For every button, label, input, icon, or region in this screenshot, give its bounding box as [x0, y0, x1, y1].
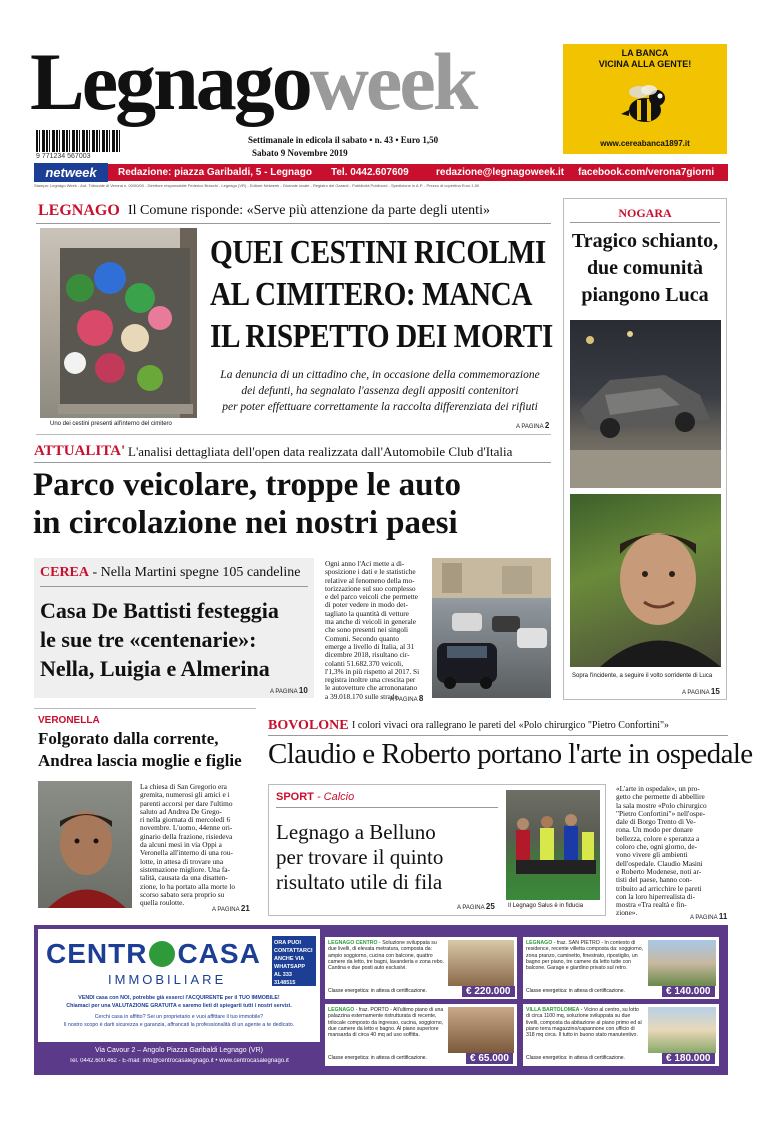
crash-photo [570, 320, 721, 488]
cerea-headline [40, 596, 315, 683]
body-line: vono vivere gli ambienti [616, 850, 688, 860]
cerea-headline-line: Nella, Luigia e Almerina [40, 656, 270, 681]
body-line: zione». [616, 908, 638, 918]
body-line: quella roulotte. [140, 898, 185, 908]
andrea-portrait [38, 781, 132, 908]
lead-headline-line: QUEI CESTINI RICOLMI [210, 234, 546, 271]
body-line: mostra «Tra realtà e fin- [616, 900, 687, 910]
sport-headline [276, 820, 501, 895]
listing-title: LEGNAGO CENTRO [328, 940, 378, 946]
body-line: di poter vedere in modo det- [325, 600, 408, 610]
body-line: getto che permette di abbellire [616, 792, 705, 802]
attualita-subhead: L'analisi dettagliata dell'open data realizzata dall'Automobile Club d'Italia [128, 444, 513, 459]
whatsapp-line: ANCHE VIA [274, 956, 305, 962]
logo-main: Legnago [30, 36, 310, 127]
lead-headline [210, 232, 553, 358]
barcode-number: 9 771234 567003 [36, 153, 91, 160]
veronella-headline-line: Andrea lascia moglie e figlie [38, 751, 242, 770]
luca-portrait [570, 494, 721, 667]
body-line: parenti accorsi per dare l'ultimo [140, 798, 233, 808]
listing-title: VILLA BARTOLOMEA [526, 1007, 580, 1013]
listing-photo [648, 1007, 716, 1053]
ad-brand-part1: CENTR [46, 938, 148, 969]
body-line: e Roberto Modenese, noti ar- [616, 866, 702, 876]
bovolone-headline: Claudio e Roberto portano l'arte in ospedale [268, 738, 753, 770]
cerea-kicker-line [40, 565, 301, 581]
page-number: 25 [485, 902, 495, 911]
page-number: 2 [544, 421, 550, 430]
football-photo [506, 790, 600, 900]
masthead-logo [30, 34, 550, 130]
bank-ad-line1: LA BANCA [621, 48, 669, 58]
body-line: dell'ospedale. Claudio Masini [616, 858, 703, 868]
page-number: 15 [710, 687, 720, 696]
body-line: torizzazione sul suo complesso [325, 583, 416, 593]
cerea-page-ref[interactable] [270, 686, 308, 695]
bovolone-rule [268, 735, 728, 736]
cerea-subhead: - Nella Martini spegne 105 candeline [89, 565, 301, 580]
standfirst-line: per poter effettuare correttamente la raccolta differenziata dei rifiuti [222, 401, 538, 413]
ad-contacts[interactable]: Tel. 0442.600.462 - E-mail: info@centrocasalegnago.it • www.centrocasalegnago.it [69, 1058, 289, 1064]
logo-accent: week [309, 36, 476, 127]
listing-text [328, 1007, 446, 1053]
lead-kicker: LEGNAGO [38, 202, 120, 219]
listing-desc: - Vicino al centro, su lotto di circa 1100 mq, soluzione sviluppata su due livelli, composta da abitazione al piano primo ed al piano terra magazzino/capannone con ufficio di 318 mq circa. Il tutto in buono stato manutentivo. [526, 1007, 642, 1039]
bovolone-body [616, 785, 728, 918]
veronella-page-ref[interactable] [212, 904, 250, 913]
contact-email[interactable]: redazione@legnagoweek.it [436, 167, 565, 178]
listing-photo [448, 940, 514, 986]
body-line: gremita, numerosi gli amici e i [140, 790, 230, 800]
sport-headline-line: per trovare il quinto [276, 845, 444, 869]
lead-photo [40, 228, 197, 418]
body-line: sposizione i dati e le statistiche [325, 567, 416, 577]
standfirst-line: La denuncia di un cittadino che, in occasione della commemorazione [220, 369, 540, 381]
page-label: A PAGINA [682, 690, 710, 696]
ad-address: Via Cavour 2 – Angolo Piazza Garibaldi Legnago (VR) [95, 1047, 263, 1054]
body-line: a 39.018.170 sulle strade. [325, 691, 400, 701]
portrait-icon [38, 781, 132, 908]
body-line: tagliato la quantità di vetture [325, 608, 409, 618]
veronella-body [140, 783, 252, 907]
attualita-rule [34, 462, 551, 463]
body-line: da alcuni mesi in via Oppi a [140, 840, 222, 850]
body-line: Ogni anno l'Aci mette a di- [325, 559, 405, 568]
listing-price: € 180.000 [662, 1053, 715, 1064]
body-line: rona. Un modo per donare [616, 825, 693, 835]
body-line: colanti 51.682.370 veicoli, [325, 658, 404, 668]
body-line: saluto ad Andrea De Grego- [140, 806, 222, 816]
listing-price: € 140.000 [662, 986, 715, 997]
bank-ad-line2: VICINA ALLA GENTE! [598, 59, 692, 69]
body-line: tisti del paese, hanno con- [616, 875, 692, 885]
ad-brand-sub: IMMOBILIARE [108, 972, 227, 987]
network-logo: netweek [34, 163, 108, 182]
page-label: A PAGINA [270, 689, 298, 695]
cars-icon [432, 558, 551, 698]
page-label: A PAGINA [690, 915, 718, 921]
bovolone-page-ref[interactable] [690, 912, 727, 921]
listing-price: € 220.000 [462, 986, 515, 997]
cerea-headline-line: le sue tre «centenarie»: [40, 627, 257, 652]
nogara-kicker: NOGARA [618, 206, 672, 220]
page-label: A PAGINA [516, 424, 544, 430]
ad-brand [46, 938, 261, 970]
nogara-page-ref[interactable] [682, 687, 720, 696]
body-line: relative al fenomeno della mo- [325, 575, 415, 585]
listing-energy: Classe energetica: in attesa di certificazione. [526, 988, 625, 994]
ad-copy [40, 994, 318, 1029]
lead-headline-line: AL CIMITERO: MANCA [210, 276, 533, 313]
bank-ad[interactable] [563, 44, 727, 154]
bovolone-kicker: BOVOLONE [268, 718, 349, 733]
listing-photo [648, 940, 716, 986]
body-line: bellezza, colore e speranza a [616, 833, 700, 843]
body-line: La chiesa di San Gregorio era [140, 782, 227, 791]
ad-whatsapp-box[interactable] [272, 936, 316, 986]
listing-energy: Classe energetica: in attesa di certificazione. [328, 988, 427, 994]
sport-kicker: SPORT [276, 791, 314, 803]
body-line: le autovetture che arrononatano [325, 683, 418, 693]
standfirst-line: dei defunti, ha segnalato l'assenza degli appositi contenitori [241, 385, 519, 397]
portrait-icon [570, 494, 721, 667]
body-line: zione, lo ha portato alla morte lo [140, 881, 236, 891]
cerea-rule [40, 586, 308, 587]
lead-standfirst [205, 367, 555, 415]
listing-desc: - Soluzione sviluppata su due livelli, di elevata metratura, composta da: ampio soggiorno, cucina con balcone, quattro camere da letto, tre bagni, lavanderia e zona rebo. Cantina e due posti auto esclusivi. [328, 940, 444, 972]
page-label: A PAGINA [212, 907, 240, 913]
sport-headline-line: risultato utile di fila [276, 870, 443, 894]
ad-copy-line: Chiamaci per una VALUTAZIONE GRATUITA e saremo lieti di spiegarti tutti i nostri servizi. [66, 1003, 292, 1009]
ad-copy-line: Cerchi casa in affitto? Sei un proprietario e vuoi affittare il tuo immobile? [94, 1014, 264, 1020]
flower-bin-icon [40, 228, 197, 418]
sport-rule [276, 807, 498, 808]
nogara-headline-line: Tragico schianto, [571, 230, 719, 252]
bovolone-subhead: I colori vivaci ora rallegrano le pareti del «Polo chirurgico "Pietro Confortini"» [352, 720, 670, 731]
ad-copy-line: VENDI casa con NOI, potrebbe già esserci l'ACQUIRENTE per il TUO IMMOBILE! [78, 995, 280, 1001]
cerea-headline-line: Casa De Battisti festeggia [40, 598, 279, 623]
bank-ad-url[interactable]: www.cereabanca1897.it [600, 139, 690, 148]
listing-desc: - fraz. PORTO - All'ultimo piano di una palazzina esternamente ristrutturata di recente, trilocale composto da ingresso, cucina, soggiorno, due camere da letto e bagno. Al piano superiore mansarda di circa 40 mq ad uso soffitta. [328, 1007, 444, 1039]
lead-bottom-rule [36, 434, 551, 435]
body-line: e del parco veicoli che permette [325, 592, 418, 602]
lead-rule [36, 223, 551, 224]
whatsapp-line: AL 333 3148515 [274, 972, 296, 986]
traffic-photo [432, 558, 551, 698]
issue-date: Sabato 9 Novembre 2019 [252, 148, 348, 158]
page-number: 21 [240, 904, 250, 913]
nogara-caption: Sopra l'incidente, a seguire il volto sorridente di Luca [572, 673, 713, 679]
sport-page-ref[interactable] [457, 902, 495, 911]
wrecked-car-icon [570, 320, 721, 488]
body-line: ma anche di veicoli in generale [325, 617, 416, 627]
players-icon [506, 790, 600, 900]
listing-desc: - fraz. SAN PIETRO - In contesto di residence, recente villetta composta da: soggiorno, zona pranzo, caminetto, finestrato, ripostiglio, un bagno per piano, tre camere da letto tutte con balcone. Garage e giardino privato sul retro. [526, 940, 644, 972]
body-line: Comuni. Secondo quanto [325, 633, 399, 643]
body-line: dicembre 2018, risultano cir- [325, 650, 410, 660]
listing-title: LEGNAGO [526, 940, 553, 946]
page-number: 8 [418, 694, 424, 703]
listing-text [526, 940, 644, 986]
body-line: Veronella all'interno di una rou- [140, 848, 233, 858]
whatsapp-line: CONTATTARCI [274, 948, 313, 954]
body-line: coloro che, ogni giorno, de- [616, 842, 698, 852]
fineprint: Stampa: Legnago Week - Aut. Tribunale di Verona n. 00/00/00 - Direttore responsabile Federico Bracchi - Legnago (VR) - Editore Netweek - Giornale locale - Registro dei Garanti - Pubblicità Publinord - Spedizione in A.P. - Prezzo di copertina Euro 1,50 [34, 183, 480, 188]
body-line: emerge a livello di Italia, al 31 [325, 641, 415, 651]
ad-brand-part2: CASA [177, 938, 261, 969]
veronella-kicker: VERONELLA [38, 715, 100, 726]
body-line: tribuito ad arricchire le pareti [616, 883, 702, 893]
barcode [36, 130, 122, 152]
sport-section: - Calcio [313, 791, 355, 803]
lead-subhead: Il Comune risponde: «Serve più attenzione da parte degli utenti» [128, 203, 490, 218]
body-line: con la loro hiperrealista di- [616, 891, 696, 901]
veronella-headline [38, 728, 258, 772]
attualita-headline-line: in circolazione nei nostri paesi [33, 505, 458, 541]
ad-copy-line: Il nostro scopo è darti sicurezza e garanzia, affrancati la professionalità di un agente a te dedicato. [63, 1022, 295, 1028]
whatsapp-line: WHATSAPP [274, 964, 306, 970]
veronella-headline-line: Folgorato dalla corrente, [38, 729, 219, 748]
body-line: scorso sabato sera proprio su [140, 889, 225, 899]
body-line: registra inoltre una crescita per [325, 675, 416, 685]
attualita-kicker: ATTUALITA' [34, 443, 126, 459]
body-line: che sono presenti nei singoli [325, 625, 409, 635]
lead-page-ref[interactable] [516, 421, 549, 430]
page-number: 11 [718, 912, 728, 921]
attualita-headline [33, 466, 553, 542]
nogara-headline-line: piangono Luca [581, 284, 709, 306]
attualita-headline-line: Parco veicolare, troppe le auto [33, 467, 461, 503]
listing-text [526, 1007, 644, 1053]
listing-title: LEGNAGO [328, 1007, 355, 1013]
body-line: ginario della frazione, risiedeva [140, 831, 233, 841]
house-circle-icon [149, 941, 175, 967]
body-line: sistemazione migliore. Una fa- [140, 864, 230, 874]
nogara-headline-line: due comunità [586, 257, 704, 279]
body-line: ri nella giornata di mercoledì 6 [140, 815, 231, 825]
body-line: la sala mostre «Polo chirurgico [616, 800, 707, 810]
attualita-page-ref[interactable] [390, 694, 423, 703]
body-line: lotte, in attesa di trovare una [140, 856, 224, 866]
attualita-body [325, 560, 425, 701]
page-label: A PAGINA [457, 905, 485, 911]
bee-mascot-icon [615, 74, 675, 134]
listing-energy: Classe energetica: in attesa di certificazione. [328, 1055, 427, 1061]
whatsapp-line: ORA PUOI [274, 940, 301, 946]
contact-redazione: Redazione: piazza Garibaldi, 5 - Legnago [118, 167, 312, 178]
sport-kicker-line [276, 791, 354, 803]
lead-caption: Uno dei cestini presenti all'interno del cimitero [50, 421, 172, 427]
listing-text [328, 940, 446, 986]
listing-photo [448, 1007, 514, 1053]
body-line: «L'arte in ospedale», un pro- [616, 784, 700, 793]
page-number: 10 [298, 686, 308, 695]
body-line: "Pietro Confortini"» nell'ospe- [616, 808, 706, 818]
issue-info: Settimanale in edicola il sabato • n. 43 • Euro 1,50 [248, 135, 439, 145]
sport-headline-line: Legnago a Belluno [276, 820, 436, 844]
body-line: l'1,3% in più rispetto al 2017. Si [325, 666, 420, 676]
contact-facebook[interactable]: facebook.com/verona7giorni [578, 167, 715, 178]
contact-tel: Tel. 0442.607609 [331, 167, 409, 178]
body-line: dale di Borgo Trento di Ve- [616, 817, 696, 827]
lead-headline-line: IL RISPETTO DEI MORTI [210, 318, 553, 355]
nogara-headline [563, 228, 727, 309]
sport-caption: Il Legnago Salus è in fiducia [508, 903, 584, 909]
body-line: novembre. L'uomo, 44enne ori- [140, 823, 233, 833]
veronella-top-rule [34, 708, 256, 709]
cerea-kicker: CEREA [40, 565, 90, 580]
listing-energy: Classe energetica: in attesa di certificazione. [526, 1055, 625, 1061]
listing-price: € 65.000 [466, 1053, 513, 1064]
body-line: talità, causata da una disatten- [140, 873, 228, 883]
page-label: A PAGINA [390, 697, 418, 703]
nogara-rule [570, 222, 720, 223]
